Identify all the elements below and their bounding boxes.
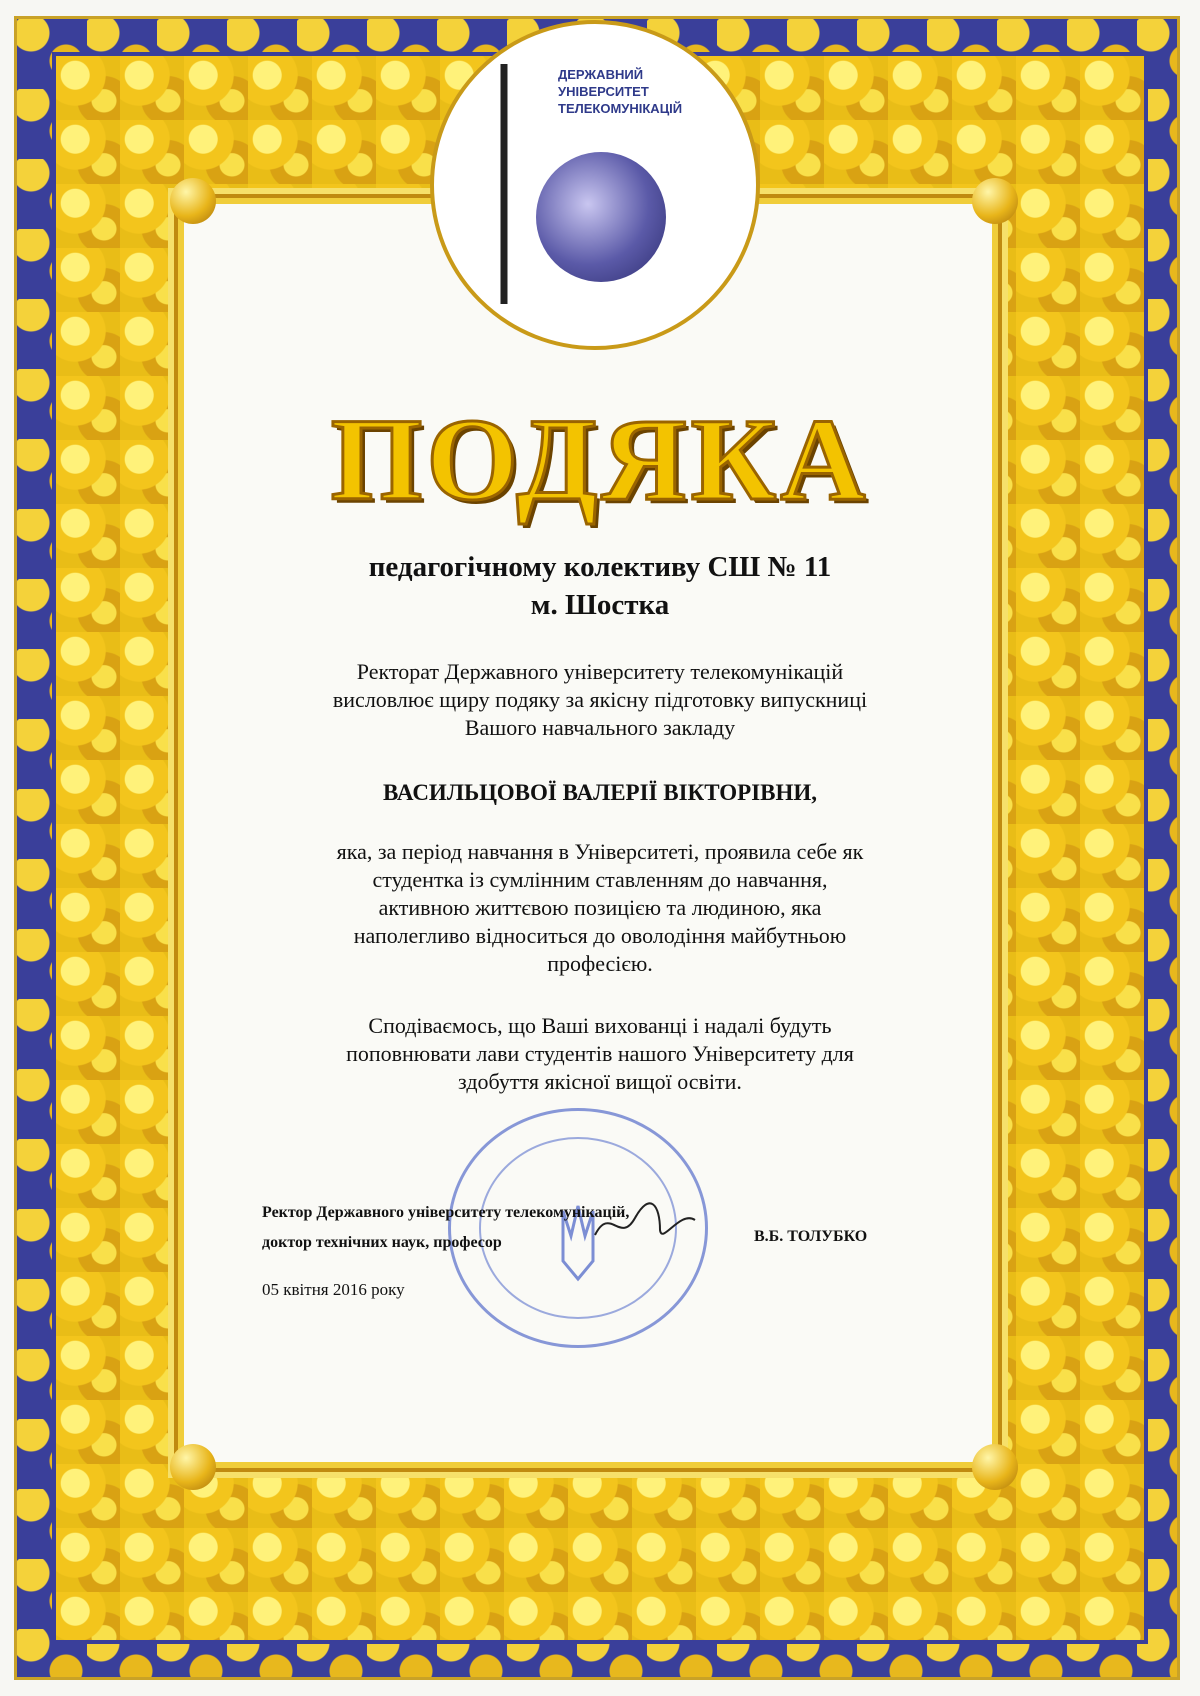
globe-icon — [536, 152, 666, 282]
recipient-line-1: педагогічному колективу СШ № 11 — [368, 551, 832, 583]
recipient — [0, 548, 1200, 624]
corner-ornament-bottom-right — [972, 1444, 1018, 1490]
university-emblem — [430, 20, 760, 350]
graduate-name: ВАСИЛЬЦОВОЇ ВАЛЕРІЇ ВІКТОРІВНИ, — [382, 780, 818, 805]
paragraph-hope: Сподіваємось, що Ваші вихованці і надалі будуть поповнювати лави студентів нашого Університету для здобуття якісної вищої освіти. — [346, 1013, 854, 1094]
paragraph-achievements: яка, за період навчання в Університеті, проявила себе як студентка із сумлінним ставленням до навчання, активною життєвою позицією та людиною, яка наполегливо відноситься до оволодіння майбутньою професією. — [336, 839, 864, 976]
emblem-university-name: ДЕРЖАВНИЙ УНІВЕРСИТЕТ ТЕЛЕКОМУНІКАЦІЙ — [558, 67, 683, 116]
corner-ornament-top-left — [170, 178, 216, 224]
corner-ornament-top-right — [972, 178, 1018, 224]
signatory-name: В.Б. ТОЛУБКО — [754, 1228, 868, 1245]
corner-ornament-bottom-left — [170, 1444, 216, 1490]
certificate-title: ПОДЯКА — [330, 394, 870, 525]
recipient-line-2: м. Шостка — [530, 589, 670, 621]
issue-date: 05 квітня 2016 року — [262, 1280, 405, 1299]
paragraph-gratitude: Ректорат Державного університету телекомунікацій висловлює щиру подяку за якісну підготовку випускниці Вашого навчального закладу — [332, 659, 868, 740]
telecom-tower-icon — [474, 64, 534, 304]
signatory-position: Ректор Державного університету телекомунікацій, доктор технічних наук, професор — [262, 1204, 630, 1251]
